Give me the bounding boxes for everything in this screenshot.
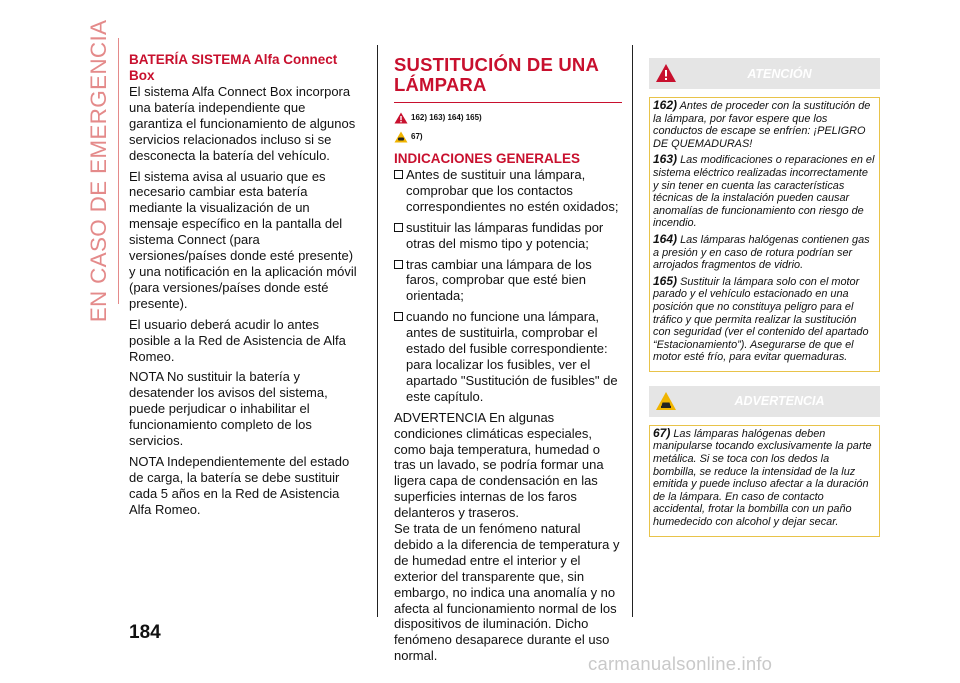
- caution-refs: 67): [411, 132, 423, 141]
- atencion-title: ATENCIÓN: [747, 66, 812, 81]
- warning-item: [653, 99, 875, 150]
- list-item-text: cuando no funcione una lámpara, antes de sustituirla, comprobar el estado del fusible correspondiente: para localizar los fusibles, ver el apartado "Sustitución de fusibles" de este capítulo.: [406, 309, 618, 404]
- warning-item-number: 162): [653, 98, 678, 112]
- side-section-label: EN CASO DE EMERGENCIA: [86, 19, 111, 323]
- list-item-text: sustituir las lámparas fundidas por otras del mismo tipo y potencia;: [406, 219, 604, 251]
- advertencia-box: [649, 386, 880, 537]
- section-title-line: SUSTITUCIÓN DE UNA: [394, 54, 600, 75]
- atencion-box: [649, 58, 880, 372]
- caution-item: [653, 427, 875, 529]
- list-item: [394, 220, 622, 252]
- list-item: [394, 257, 622, 305]
- atencion-body: [649, 97, 880, 372]
- footer-watermark: carmanualsonline.info: [588, 653, 773, 674]
- warning-triangle-icon: [394, 112, 408, 124]
- battery-heading: BATERÍA SISTEMA Alfa Connect Box: [129, 52, 338, 83]
- warning-item: [653, 275, 875, 364]
- advertencia-header: [649, 386, 880, 417]
- warning-item: [653, 153, 875, 230]
- warning-item-number: 165): [653, 273, 678, 288]
- checkbox-bullet-icon: [394, 223, 403, 232]
- lamp-section: [394, 55, 622, 669]
- battery-note: NOTA Independientemente del estado de carga, la batería se debe sustituir cada 5 años en la Red de Asistencia Alfa Romeo.: [129, 453, 350, 517]
- warning-item: [653, 233, 875, 272]
- caution-item-number: 67): [653, 425, 671, 440]
- side-tab-rule: [118, 38, 119, 304]
- advertencia-title: ADVERTENCIA: [734, 394, 825, 409]
- warning-item-number: 163): [653, 152, 678, 167]
- warning-refs: 162) 163) 164) 165): [411, 113, 482, 122]
- checkbox-bullet-icon: [394, 170, 403, 179]
- warning-item-text: Las modificaciones o reparaciones en el sistema eléctrico realizadas incorrectamente y sin tener en cuenta las características técnicas de la instalación pueden causar anomalías de funcionamiento con riesgo de incendio.: [653, 154, 875, 230]
- warning-item-number: 164): [653, 231, 678, 246]
- list-item-text: tras cambiar una lámpara de los faros, comprobar que esté bien orientada;: [406, 256, 592, 304]
- checkbox-bullet-icon: [394, 312, 403, 321]
- caution-refs-line: [394, 127, 622, 146]
- advertencia-paragraph: Se trata de un fenómeno natural debido a la diferencia de temperatura y de humedad entre el interior y el exterior del transparente que, sin embargo, no indica una anomalía y no afecta al funcionamiento normal de los dispositivos de iluminación. Dicho fenómeno desaparece durante el uso normal.: [394, 521, 620, 664]
- checkbox-bullet-icon: [394, 260, 403, 269]
- warning-item-text: Las lámparas halógenas contienen gas a presión y en caso de rotura podrían ser arrojados fragmentos de vidrio.: [653, 233, 870, 272]
- warning-item-text: Sustituir la lámpara solo con el motor parado y el vehículo estacionado en una posición que no constituya peligro para el tráfico y que permita realizar la sustitución con seguridad (ver el contenido del apartado “Estacionamiento”). Asegurarse de que el motor esté frío, para evitar quemaduras.: [653, 275, 869, 364]
- battery-paragraph: El usuario deberá acudir lo antes posible a la Red de Asistencia de Alfa Romeo.: [129, 316, 346, 364]
- column-divider: [377, 45, 378, 617]
- page-number: 184: [129, 622, 161, 643]
- advertencia-paragraph: ADVERTENCIA En algunas condiciones climáticas especiales, como baja temperatura, humedad o tras un lavado, se podría formar una ligera capa de condensación en las superficies internas de los faros delanteros y traseros.: [394, 409, 604, 521]
- section-title-line: LÁMPARA: [394, 74, 487, 95]
- battery-paragraph: El sistema Alfa Connect Box incorpora una batería independiente que garantiza el funcionamiento de algunos servicios relacionados incluso si se desconecta la batería del vehículo.: [129, 84, 356, 163]
- side-section-tab: [84, 19, 114, 323]
- battery-section: [129, 52, 359, 523]
- battery-paragraph: El sistema avisa al usuario que es necesario cambiar esta batería mediante la visualización de un mensaje específico en la pantalla del sistema Connect (para versiones/países donde esté presente) y una notificación en la aplicación móvil (para versiones/países donde esté presente).: [129, 168, 357, 311]
- car-caution-icon: [394, 131, 408, 143]
- warning-refs-line: [394, 108, 622, 127]
- list-item-text: Antes de sustituir una lámpara, comprobar que los contactos correspondientes no estén oxidados;: [406, 167, 619, 214]
- warning-item-text: Antes de proceder con la sustitución de la lámpara, por favor espere que los conductos de escape se enfríen: ¡PELIGRO DE QUEMADURAS!: [653, 100, 871, 150]
- caution-item-text: Las lámparas halógenas deben manipularse tocando exclusivamente la parte metálica. Si se toca con los dedos la bombilla, se reduce la intensidad de la luz emitida y puede incluso afectar a la duración de la lámpara. En caso de contacto accidental, frotar la bombilla con un paño humedecido con alcohol y dejar secar.: [653, 427, 872, 529]
- list-item: [394, 167, 622, 215]
- column-divider: [632, 45, 633, 617]
- battery-note: NOTA No sustituir la batería y desatender los avisos del sistema, puede perjudicar o inhabilitar el funcionamiento completo de los servicios.: [129, 369, 328, 449]
- general-instructions-heading: INDICACIONES GENERALES: [394, 151, 581, 166]
- title-rule: [394, 102, 622, 103]
- atencion-header: [649, 58, 880, 89]
- warnings-column: [649, 58, 880, 537]
- list-item: [394, 309, 622, 404]
- advertencia-body: [649, 425, 880, 537]
